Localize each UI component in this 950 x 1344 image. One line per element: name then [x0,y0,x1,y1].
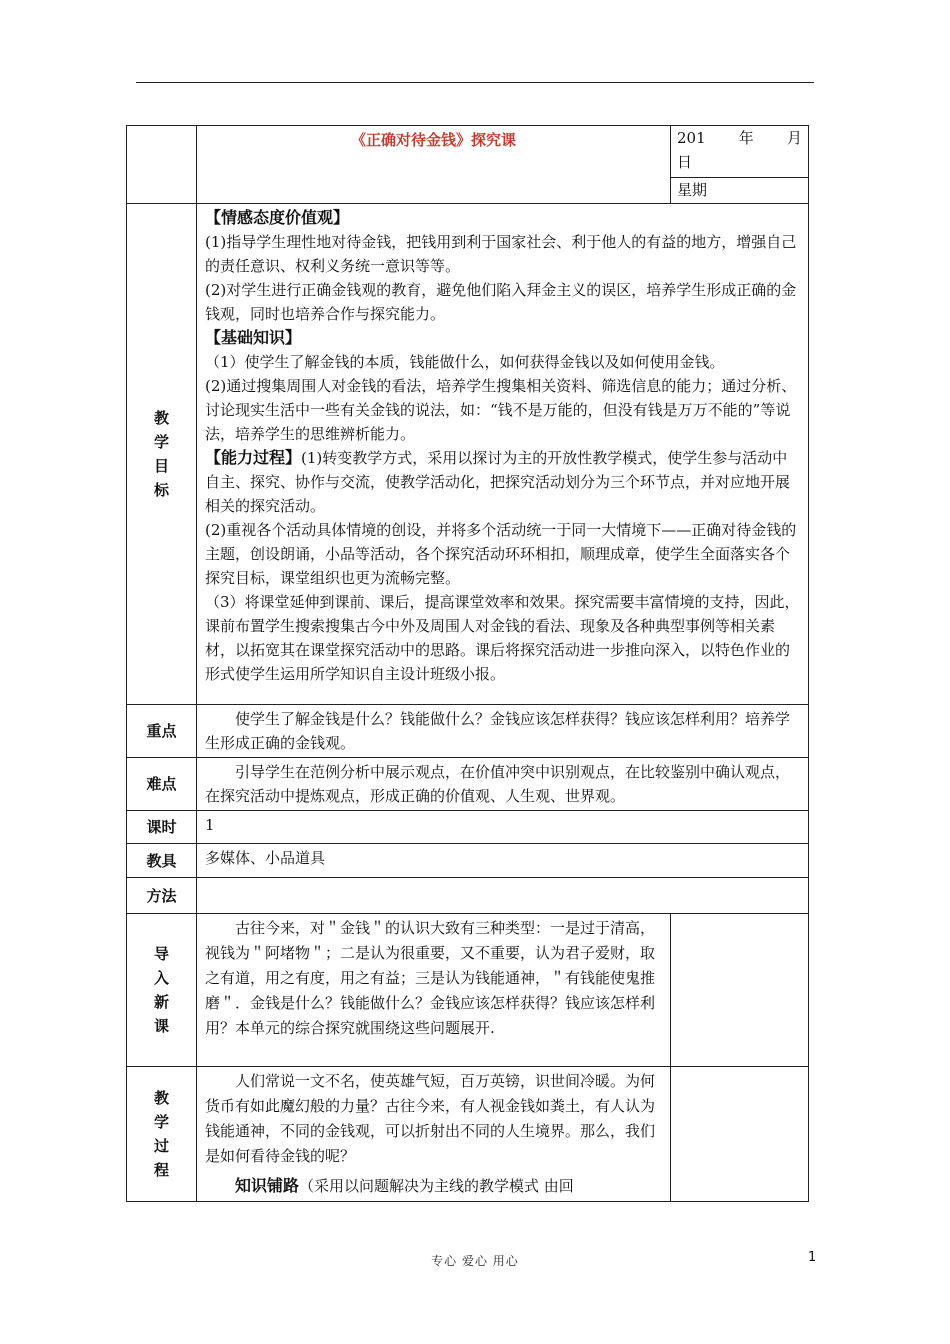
ability-item-3: （3）将课堂延伸到课前、课后，提高课堂效率和效果。探究需要丰富情境的支持，因此，课前布置学生搜索搜集古今中外及周围人对金钱的看法、现象及各种典型事例等相关素材，以拓宽其在课堂探究活动中的思路。课后将探究活动进一步推向深入，以特色作业的形式使学生运用所学知识自主设计班级小报。 [205,593,800,683]
weekday: 星期 [671,178,809,204]
process-subtext: （采用以问题解决为主线的教学模式 由回 [299,1177,574,1195]
date-day-char: 日 [677,153,693,171]
knowledge-item-1: （1）使学生了解金钱的本质，钱能做什么，如何获得金钱以及如何使用金钱。 [205,353,725,371]
emotion-item-1: (1)指导学生理性地对待金钱，把钱用到利于国家社会、利于他人的有益的地方，增强自己的责任意识、权利义务统一意识等等。 [205,233,797,275]
page-number: 1 [808,1250,817,1265]
header-rule [136,82,814,83]
methods-label: 方法 [127,878,197,914]
footer-motto: 专心 爱心 用心 [431,1254,519,1268]
process-subheading: 知识铺路 [235,1176,300,1195]
methods-value [197,878,809,914]
process-label: 教 学 过 程 [127,1067,197,1202]
date-year-char: 年 [738,129,754,147]
knowledge-heading: 【基础知识】 [205,328,302,347]
ability-heading: 【能力过程】 [205,448,302,467]
emotion-item-2: (2)对学生进行正确金钱观的教育，避免他们陷入拜金主义的误区，培养学生形成正确的金钱观，同时也培养合作与探究能力。 [205,281,797,323]
key-points-label: 重点 [127,705,197,758]
lesson-plan-table [126,125,809,1202]
process-content [197,1067,671,1202]
difficulties-text: 引导学生在范例分析中展示观点，在价值冲突中识别观点，在比较鉴别中确认观点，在探究活动中提炼观点，形成正确的价值观、人生观、世界观。 [197,758,809,811]
ability-item-2: (2)重视各个活动具体情境的创设，并将多个活动统一于同一大情境下——正确对待金钱的主题，创设朗诵，小品等活动，各个探究活动环环相扣，顺理成章，使学生全面落实各个探究目标，课堂组织也更为流畅完整。 [205,521,797,587]
emotion-heading: 【情感态度价值观】 [205,208,350,227]
ability-item-1: (1)转变教学方式，采用以探讨为主的开放性教学模式，使学生参与活动中自主、探究、协作与交流，使教学活动化，把探究活动划分为三个环节点，并对应地开展相关的探究活动。 [205,449,791,515]
difficulties-label: 难点 [127,758,197,811]
intro-text: 古往今来，对＂金钱＂的认识大致有三种类型：一是过于清高，视钱为＂阿堵物＂；二是认为很重要，又不重要，认为君子爱财，取之有道，用之有度，用之有益；三是认为钱能通神，＂有钱能使鬼推磨＂．金钱是什么？钱能做什么？金钱应该怎样获得？钱应该怎样利用？本单元的综合探究就围绕这些问题展开. [197,914,671,1067]
date-year: 201 [677,129,706,147]
date-cell [671,126,809,178]
blank-cell [127,126,197,204]
key-points-text: 使学生了解金钱是什么？钱能做什么？金钱应该怎样获得？钱应该怎样利用？培养学生形成正确的金钱观。 [197,705,809,758]
process-notes-cell [671,1067,809,1202]
knowledge-item-2: (2)通过搜集周围人对金钱的看法，培养学生搜集相关资料、筛选信息的能力；通过分析、讨论现实生活中一些有关金钱的说法，如：“钱不是万能的，但没有钱是万万不能的”等说法，培养学生的思维辨析能力。 [205,377,797,443]
intro-label: 导 入 新 课 [127,914,197,1067]
tools-value: 多媒体、小品道具 [197,844,809,878]
hours-value: 1 [197,811,809,844]
lesson-title: 《正确对待金钱》探究课 [197,126,671,204]
process-text: 人们常说一文不名，使英雄气短，百万英镑，识世间冷暖。为何货币有如此魔幻般的力量？古往今来，有人视金钱如粪土，有人认为钱能通神，不同的金钱观，可以折射出不同的人生境界。那么，我们是如何看待金钱的呢？ [205,1072,656,1165]
objectives-content [197,204,809,705]
date-month-char: 月 [786,129,802,147]
hours-label: 课时 [127,811,197,844]
objectives-label: 教 学 目 标 [127,204,197,705]
tools-label: 教具 [127,844,197,878]
intro-notes-cell [671,914,809,1067]
